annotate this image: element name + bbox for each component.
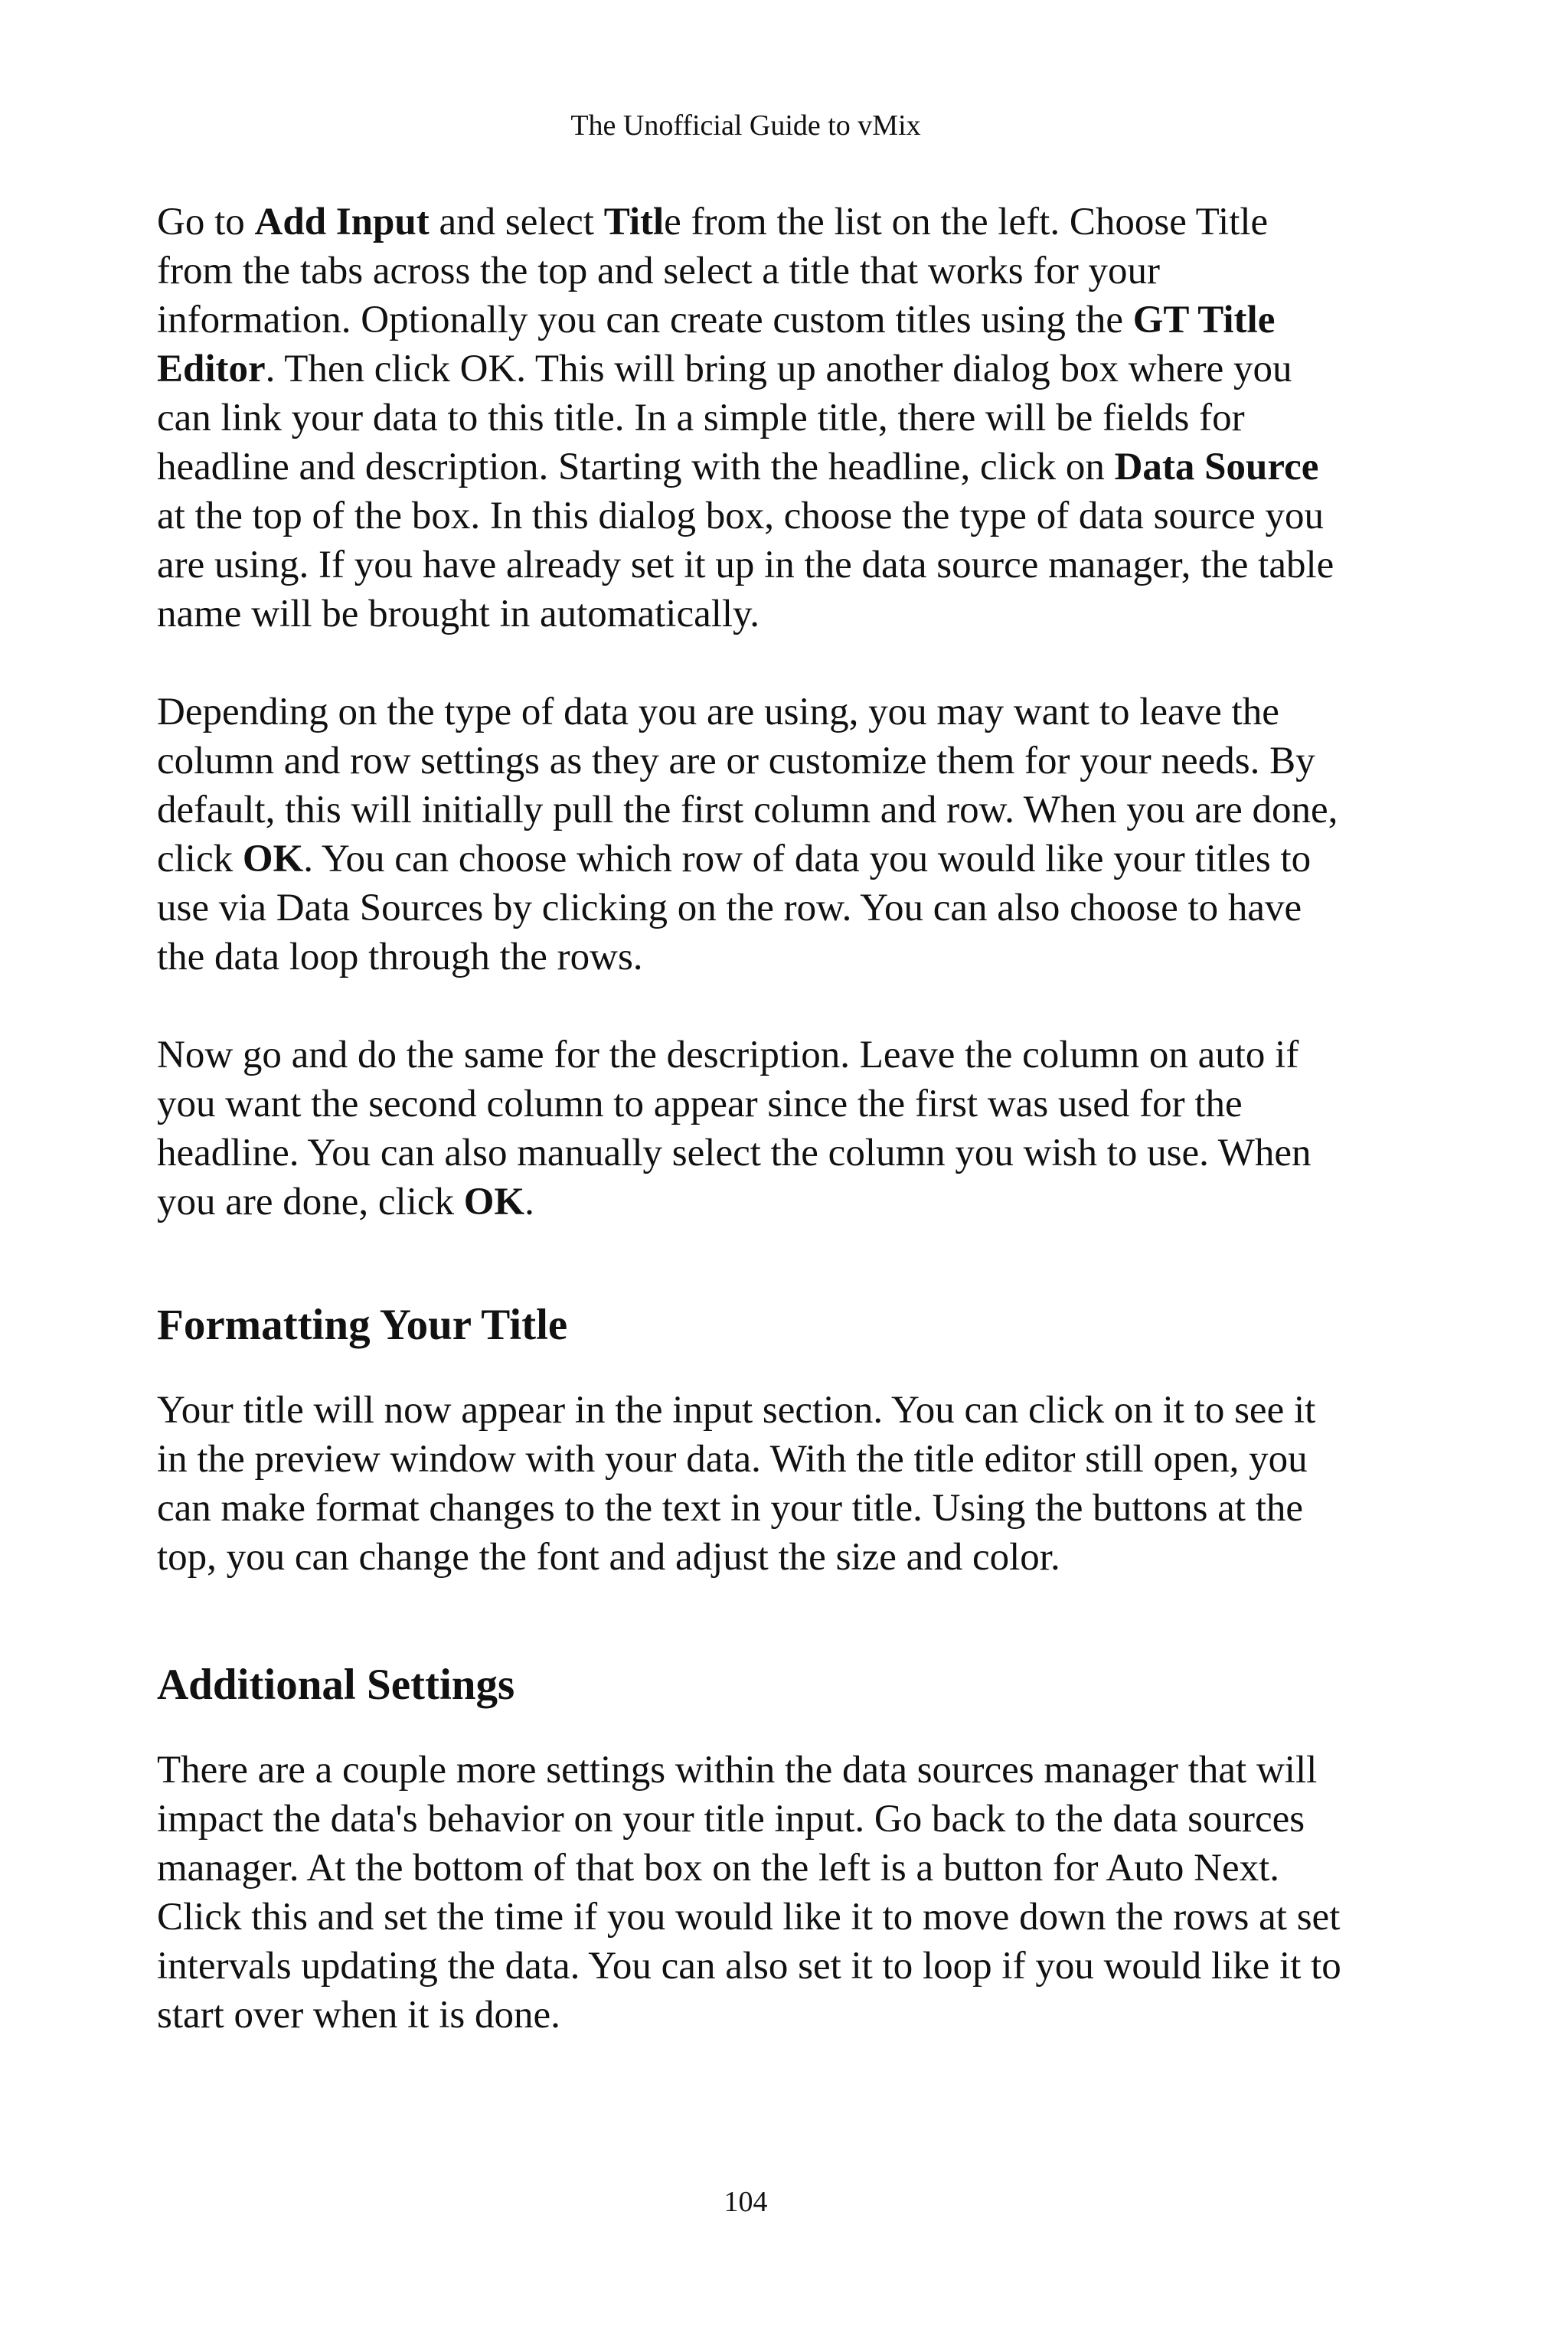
running-header: The Unofficial Guide to vMix [570, 109, 921, 142]
text: Now go and do the same for the description. Leave the column on auto if you want the second column to appear since the first was used for the headline. You can also manually select the column you wish to use. When you are done, click [157, 1034, 1312, 1223]
bold-term-data-source: Data Source [1114, 446, 1319, 488]
text: e from the list on the left. Choose Title from the tabs across the top and select a title that works for your information. Optionally you can create custom titles using the [157, 201, 1269, 341]
text: . You can choose which row of data you would like your titles to use via Data Sources by clicking on the row. You can also choose to have the data loop through the rows. [157, 838, 1312, 978]
section-heading-formatting: Formatting Your Title [157, 1301, 568, 1349]
page-number: 104 [724, 2186, 768, 2218]
section-heading-additional-settings: Additional Settings [157, 1661, 515, 1709]
text: Depending on the type of data you are using, you may want to leave the column and row settings as they are or customize them for your needs. By default, this will initially pull the first column and row. When you are done, click [157, 691, 1338, 880]
text: at the top of the box. In this dialog box, choose the type of data source you are using. If you have already set it up in the data source manager, the table name will be brought in automatically. [157, 495, 1334, 635]
bold-term-add-input: Add Input [254, 201, 430, 243]
bold-term-title: Titl [603, 201, 665, 243]
bold-term-gt-title-editor: GT Title Editor [157, 299, 1276, 390]
bold-term-ok: OK [463, 1181, 525, 1223]
paragraph-additional-settings: There are a couple more settings within the data sources manager that will impact the data's behavior on your title input. Go back to the data sources manager. At the bottom of that box on the left is a button for Auto Next. Click this and set the time if you would like it to move down the rows at set intervals updating the data. You can also set it to loop if you would like it to start over when it is done. [157, 1749, 1341, 2037]
bold-term-ok: OK [242, 838, 304, 880]
paragraph-add-input [157, 198, 1351, 639]
page-body [157, 198, 1351, 2040]
paragraph-formatting: Your title will now appear in the input section. You can click on it to see it in the preview window with your data. With the title editor still open, you can make format changes to the text in your title. Using the buttons at the top, you can change the font and adjust the size and color. [157, 1389, 1316, 1579]
text: . Then click OK. This will bring up another dialog box where you can link your data to this title. In a simple title, there will be fields for headline and description. Starting with the headline, click on [157, 348, 1292, 488]
paragraph-description [157, 1031, 1351, 1227]
text: . [524, 1181, 534, 1223]
text: and select [429, 201, 604, 243]
text: Go to [157, 201, 255, 243]
paragraph-data-type [157, 688, 1351, 982]
